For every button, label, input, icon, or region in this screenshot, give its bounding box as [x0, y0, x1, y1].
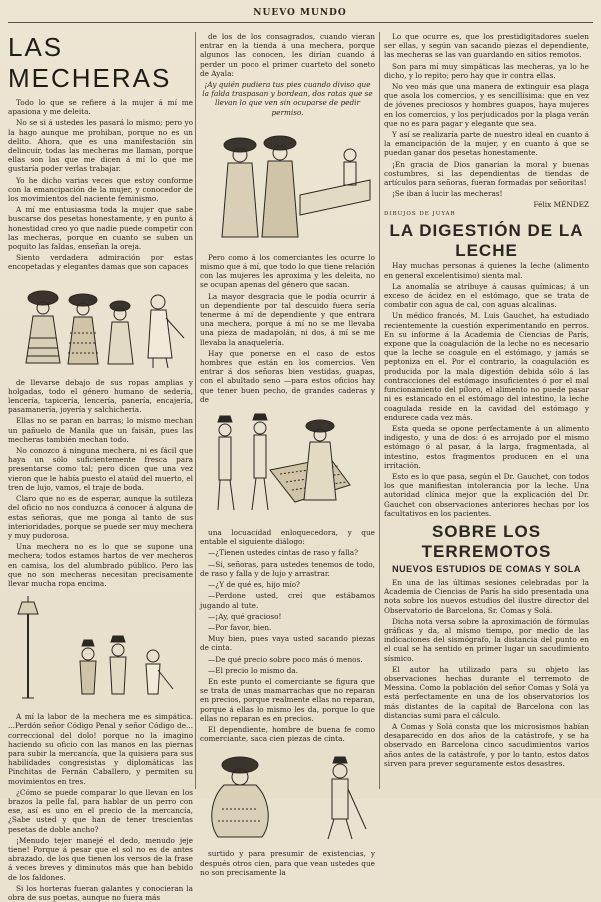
paragraph: Una mechera no es lo que se supone una mechera; todos estamos hartos de ver mecheros en camisa, los del alumbrado público. Pero las que no son mecheras necesitan precisamente llevar mucha ropa encima. — [8, 542, 193, 588]
illustration-credit: DIBUJOS DE JUYAR — [384, 211, 456, 218]
dialogue-line: —De qué precio sobre poco más ó menos. — [208, 654, 363, 664]
paragraph: de los de los consagrados, cuando vieran entrar en la tienda á una mechera, porque algunos las conocen, les dirían cuando á perder un poco el primer cuarteto del soneto de Ayala: — [200, 32, 375, 78]
author-signature: Félix MÉNDEZ — [533, 200, 589, 210]
paragraph: Yo he dicho varias veces que estoy conforme con la emancipación de la mujer, y conocedor de los movimientos del naciente feminismo. — [8, 175, 193, 204]
column-divider-1 — [195, 32, 196, 789]
illustration-street-lamp — [8, 594, 193, 704]
column-1 — [8, 32, 193, 902]
paragraph: A Comas y Solá consta que los microsismos habían desaparecido en dos años de la catástrofe, y se ha observado en Barcelona cinco sacudimientos varios años antes de la catástrofe, y por lo tanto, estos datos sirven para prever seguramente estos desastres. — [384, 721, 589, 768]
paragraph: La anomalía se atribuye á causas químicas; á un exceso de ácidez en el estómago, que se trata de combatir con agua de cal, con aguas alcalinas. — [384, 281, 589, 310]
paragraph: El autor ha utilizado para su objeto las observaciones hechas durante el terremoto de Messina. Como la población del señor Comas y Solá ya está perfectamente en una de los observatorios los más distantes de la capital de Barcelona con las distancias sumi para el cálculo. — [384, 664, 589, 720]
paragraph: ¡Menudo tejer manejé el dedo, menudo jeje tiene! Porque á pesar que el sol no es de antes abrazado, de los que tienen los versos de la frase á veces breves y diminutos más que han bebido de los faldones. — [8, 835, 193, 882]
dialogue-line: —Por favor, bien. — [208, 622, 272, 632]
page-header — [0, 4, 601, 26]
column-3 — [384, 32, 589, 789]
paragraph: ¡Se iban á lucir las mecheras! — [392, 189, 503, 199]
paragraph: En una de las últimas sesiones celebradas por la Academia de Ciencias de París ha sido presentada una nota sobre los nuevos estudios del ilustre director del Observatorio de Barcelona, Sr. Comas y Solá. — [384, 577, 589, 615]
paragraph: No veo más que una manera de extinguir esa plaga que asola los comercios, y es sencillísima: que en vez de jóvenes preciosos y hombres guapos, haya mujeres en los comercios, y los perjudicados por la plaga verán que no es para pagar y elegante que sea. — [384, 82, 589, 128]
dialogue-line: —¿Tienen ustedes cintas de raso y falla? — [208, 548, 359, 558]
paragraph: Dicha nota versa sobre la aproximación de fórmulas gráficas y da, al mismo tiempo, por medio de las indicaciones del sismógrafo, la distancia del punto en el cual se ha sentido en primer lugar un sacudimiento sísmico. — [384, 616, 589, 663]
paragraph: No conozco á ninguna mechera, ni es fácil que haya un sólo suficientemente fresca para presentarse como tal; pero dicen que una vez vieron que le había puesto el ataúd del muerto, el tren de lujo, vamos, el traje de boda. — [8, 446, 193, 492]
paragraph: En este punto el comerciante se figura que se trata de unas mamarrachas que no reparan en precios, porque realmente ellas no reparan, porque á ellas lo mismo les da, porque lo que ellas no reparan es en precios. — [200, 676, 375, 723]
dialogue-line: —¡Ay, qué gracioso! — [208, 611, 282, 621]
article-title: LAS MECHERAS — [8, 32, 172, 93]
dialogue-line: Muy bien, pues vaya usted sacando piezas de cinta. — [200, 634, 375, 653]
paragraph: de llevarse debajo de sus ropas amplias y holgadas, todo el género humano de sedería, lencería, tapicería, lencería, panería, encajería, pasamanería, joyería y salchichería. — [8, 377, 193, 415]
paragraph: Si los horteras fueran galantes y conocieran la obra de sus poetas, aunque no fuera más — [8, 883, 193, 902]
paragraph: El dependiente, hombre de buena fe como comerciante, saca cien piezas de cinta. — [200, 724, 375, 744]
paragraph: A mí la labor de la mechera me es simpática. ...Perdón señor Código Penal y señor Código de... correccional del dolo! porque no la imagino haciendo su oficio con las manos en las piernas para subir la mercancía, que la quisiera para sus habilidades congresistas y diplomáticas las Pinchitas de Fernán Caballero, y permiten su movimientos en tres. — [8, 712, 193, 786]
section-title-digestion: LA DIGESTIÓN DE LA LECHE — [389, 221, 584, 261]
paragraph: Esto es lo que pasa, según el Dr. Gauchet, con todos los que manifiestan intolerancia por la leche. Una autoridad clínica mejor que la explicación del Dr. Gauchet con observaciones anteriores hechas por los facultativos en los pacientes. — [384, 471, 589, 518]
paragraph: Esta queda se opone perfectamente á un alimento indigesto, y una de dos: ó es arrojado por el mismo estómago ó al pasar, á la larga, fragmentada, al intestino, estos fragmentos producen en el una irritación. — [384, 423, 589, 470]
dialogue-line: —¿Y de qué es, hijo mío? — [208, 580, 300, 590]
header-rule — [8, 22, 593, 23]
verse-quote: ¡Ay quién pudiera tus pies cuando diviso que la falda traspasan y bordean, dos ratas que se llevan lo que ven sin ocuparse de pedir permiso. — [202, 80, 373, 117]
dialogue-line: —Sí, señoras, para ustedes tenemos de todo, de raso y falla y de lujo y arrastrar. — [200, 559, 375, 578]
paragraph: Siento verdadera admiración por estas encopetadas y elegantes damas que son capaces — [8, 253, 193, 272]
paragraph: Ellas no se paran en barras; lo mismo mechan un pañuelo de Manila que un faisán, pues las mecheras también mechan todo. — [8, 416, 193, 444]
paragraph: No se si á ustedes les pasará lo mismo; pero yo la hago aunque me prohiban, porque no es un delito. Ahora, que es una manifestación sin delincuir, todas las mecheras me llaman, porque ellas son las que me dicen á mí lo que me gustaría poder verlas trabajar. — [8, 118, 193, 174]
illustration-elegant-woman — [200, 749, 375, 841]
paragraph: Pero como á los comerciantes les ocurre lo mismo que á mí, que todo lo que tiene relación con las mujeres les aproxima y les deleita, no se ocupan apenas del género que sacan. — [200, 252, 375, 290]
column-divider-2 — [379, 32, 380, 789]
paragraph: Todo lo que se refiere á la mujer á mí me apasiona y me deleita. — [8, 98, 193, 117]
illustration-shop-counter — [200, 125, 375, 245]
paragraph: Hay que ponerse en el caso de estos hombres que están en los comercios. Ven entrar á dos señoras bien vestidas, guapas, con el abultado seno —para estos oficios hay que tener buen pecho, de grandes caderas y de — [200, 348, 375, 404]
paragraph: La mayor desgracia que le podía ocurrir á un dependiente por tal descuido fuera sería tenerme á mí de dependiente y que entrara una mechera, porque á mí no se me llevaba una pieza de madapolán, ni dos, á mí se me llevaba la anaquelería. — [200, 291, 375, 347]
paragraph: Claro que no es de esperar, aunque la sutileza del oficio no nos conduzca á conocer á alguna de estas señoras, que me ponga al tanto de sus interioridades, porque se puede ser muy mechera y muy pudorosa. — [8, 494, 193, 540]
masthead-title: NUEVO MUNDO — [253, 8, 347, 18]
paragraph: una locuacidad enloquecedora, y que entable el siguiente diálogo: — [200, 528, 375, 547]
dialogue-line: —Perdone usted, creí que estábamos jugando al tute. — [200, 591, 375, 610]
illustration-shoppers — [8, 278, 193, 370]
section-subtitle: NUEVOS ESTUDIOS DE COMAS Y SOLA — [392, 563, 581, 574]
paragraph: Son para mí muy simpáticas las mecheras, ya lo he dicho, y lo repito; pero hay que ir contra ellas. — [384, 61, 589, 80]
dialogue-line: —El precio lo mismo da. — [208, 665, 298, 675]
paragraph: ¡En gracia de Dios ganarían la moral y buenas costumbres, si las dependientas de tiendas de artículos para señoras, fueran formadas por señoritas! — [384, 159, 589, 188]
paragraph: ¿Cómo se puede comparar lo que llevan en los brazos la pelle fal, para hablar de un perro con ese, así es uno en el precio de la mercancía, ¿Sabe usted y que han de tener trescientas pesetas de doble ancho? — [8, 787, 193, 834]
paragraph: Un médico francés, M. Luis Gauchet, ha estudiado recientemente la cuestión experimentando en perros. En su informe á la Academia de Ciencias de París, expone que la coagulación de la leche no es necesario que la leche se coagule en el estómago, y jamás se peptoniza en el. Por el contrario, la coagulación es producida por la mala digestión debida sólo á las contracciones del estómago insuficientes ó por el mal funcionamiento del píloro, el alimento no puede pasar ni es estancado en el estómago del intestino, la leche coagulada reside en la cavidad del estómago y endurece cada vez más. — [384, 311, 589, 422]
paragraph: A mí me entusiasma toda la mujer que sabe buscarse dos pesetas honestamente, y en punto á honestidad creo yo que nadie puede competir con las mecheras, porque en cuanto se suben un poquito las faldas, enseñan la oreja. — [8, 205, 193, 252]
column-2 — [200, 32, 375, 877]
paragraph: surtido y para presumir de existencias, y después otros cien, para que vean ustedes que no son precisamente la — [200, 849, 375, 877]
paragraph: Lo que ocurre es, que los prestidigitadores suelen ser ellas, y según van sacando piezas el dependiente, las mecheras se las van guardando en sitios remotos. — [384, 32, 589, 60]
illustration-fabric-display — [200, 410, 375, 520]
paragraph: Y así se realizaría parte de nuestro ideal en cuanto á la emancipación de la mujer, y en cuanto á que se puedan ganar dos pesetas honestamente. — [384, 130, 589, 158]
paragraph: Hay muchas personas á quienes la leche (alimento en general excelentísimo) sienta mal. — [384, 261, 589, 280]
section-title-earthquakes: SOBRE LOS TERREMOTOS — [421, 521, 552, 561]
